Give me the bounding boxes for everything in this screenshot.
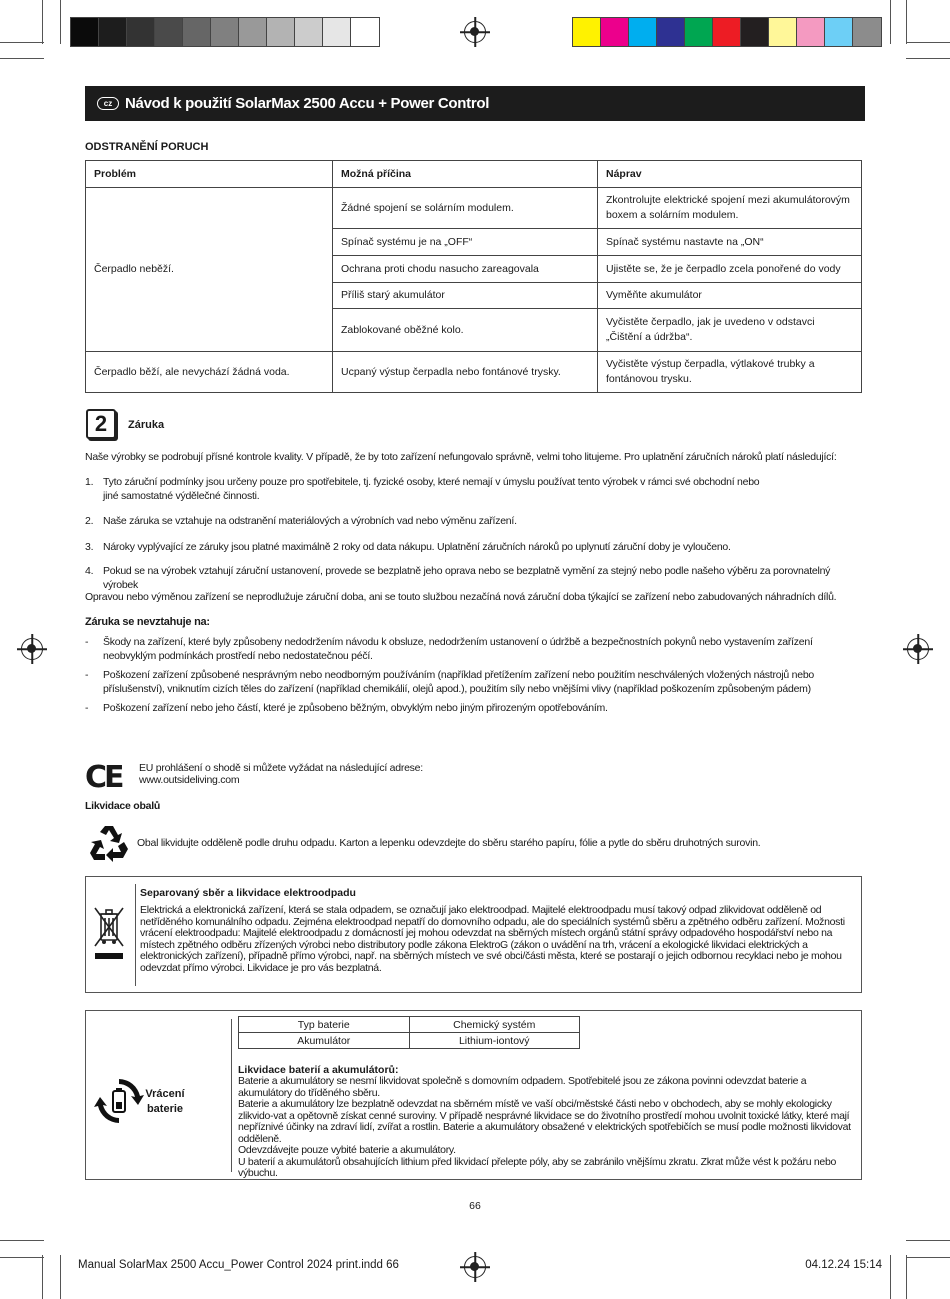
crop-mark: [890, 0, 891, 44]
crossed-out-bin-icon: [92, 905, 126, 961]
crop-mark: [906, 1255, 907, 1299]
manual-title: Návod k použití SolarMax 2500 Accu + Power Control: [125, 95, 490, 112]
color-swatch: [127, 18, 155, 46]
battery-return-label-line: baterie: [146, 1103, 184, 1115]
paragraph: Baterie a akumulátory lze bezplatně odevzdat na sběrném místě ve vaší obci/městské části nebo v obchodech, aby se mohly ekologicky zlikvido-vat a opětovně získat cenné suroviny. V případě nesprávné likvidace se do životního prostředí mohou uvolnit toxické látky, které mají nepříznivé účinky na zdraví lidí, zvířat a rostlin. Baterie a akumulátory obsažené v elektrických spotřebičích se musí podle možnosti likvidovat odděleně.: [238, 1098, 851, 1145]
color-swatch: [825, 18, 853, 46]
weee-text: Elektrická a elektronická zařízení, která se stala odpadem, se označují jako elektroodpad. Majitelé elektroodpadu musí takový odpad zlikvidovat odděleně od netříděného komunálního odpadu. Zejména elektroodpad nepatří do domovního odpadu, ale do speciálních systémů sběru a zpětného odběru zařízení. Možnosti vrácení elektroodpadu: Majitelé elektroodpadu z domácností jej mohou odevzdat na sběrných místech orgánů státní správy odpadového hospodářství nebo na místech zpětného odběru zřízených výrobci nebo distributory podle zákona ElektroG (zákon o uvádění na trh, vrácení a ekologické likvidaci elektrických a elektronických zařízení), případně přímo výrobci, např. na sběrných místech ve své obci/části města, které se postarají o jejich odbornou recyklaci nebo je mohou odevzdat přímo výrobci. Likvidace je pro vás bezplatná.: [140, 904, 845, 974]
column-header: Náprav: [598, 161, 862, 188]
registration-mark-icon: [464, 21, 486, 43]
color-swatch: [713, 18, 741, 46]
crop-mark: [60, 0, 61, 44]
problem-cell: Čerpadlo neběží.: [86, 188, 333, 352]
table-row: [239, 1017, 580, 1033]
section-title: Záruka: [128, 419, 165, 431]
list-text: Naše záruka se vztahuje na odstranění materiálových a výrobních vad nebo výměnu zařízení.: [103, 515, 517, 527]
battery-return-label-line: Vrácení: [145, 1088, 185, 1100]
table-cell: Akumulátor: [239, 1033, 410, 1049]
color-swatch: [267, 18, 295, 46]
crop-mark: [0, 42, 44, 43]
crop-mark: [890, 1255, 891, 1299]
color-swatch: [741, 18, 769, 46]
color-swatch: [71, 18, 99, 46]
crop-mark: [906, 1240, 950, 1241]
list-number: 4.: [85, 565, 94, 577]
registration-mark-icon: [21, 638, 43, 660]
divider: [135, 884, 136, 986]
crop-mark: [906, 42, 950, 43]
color-swatch: [601, 18, 629, 46]
color-swatch: [797, 18, 825, 46]
color-swatch: [183, 18, 211, 46]
list-text: Poškození zařízení nebo jeho částí, které je způsobeno běžným, obvyklým nebo jiným přirozeným opotřebováním.: [103, 702, 608, 714]
recycle-icon: [88, 822, 130, 864]
weee-heading: Separovaný sběr a likvidace elektroodpadu: [140, 887, 356, 899]
list-text: Nároky vyplývající ze záruky jsou platné maximálně 2 roky od data nákupu. Uplatnění záručních nároků po uplynutí záruční doby je vyloučeno.: [103, 541, 731, 553]
table-header-row: [86, 161, 862, 188]
battery-disposal-text: [238, 1076, 856, 1180]
color-swatch: [769, 18, 797, 46]
problem-cell: Čerpadlo běží, ale nevychází žádná voda.: [86, 352, 333, 393]
list-item: - Poškození zařízení způsobené nesprávným nebo neodborným používáním (například přetížením zařízení nebo použitím neschválených vložených nástrojů nebo příslušenství), vniknutím cizích těles do zařízení (například chemikálií, olejů apod.), použitím síly nebo vnějšími vlivy (například poškozením způsobeným pádem): [85, 669, 865, 696]
color-swatch: [685, 18, 713, 46]
list-text: Pokud se na výrobek vztahují záruční ustanovení, provede se bezplatně jeho oprava nebo se bezplatně vymění za stejný nebo podle našeho výběru za porovnatelný výrobek: [103, 565, 831, 591]
color-swatch: [351, 18, 379, 46]
column-header: Problém: [86, 161, 333, 188]
table-cell: Chemický systém: [409, 1017, 580, 1033]
registration-mark-icon: [907, 638, 929, 660]
battery-disposal-heading: Likvidace baterií a akumulátorů:: [238, 1064, 399, 1076]
cause-cell: Ochrana proti chodu nasucho zareagovala: [333, 256, 598, 283]
table-row: [239, 1033, 580, 1049]
table-cell: Typ baterie: [239, 1017, 410, 1033]
battery-type-table: [238, 1016, 580, 1049]
language-badge: cz: [97, 97, 119, 110]
section-number-badge: 2: [86, 409, 116, 439]
table-row: [86, 352, 862, 393]
table-row: [86, 188, 862, 229]
list-item: - Poškození zařízení nebo jeho částí, které je způsobeno běžným, obvyklým nebo jiným přirozeným opotřebováním.: [85, 702, 608, 714]
divider: [231, 1019, 232, 1172]
remedy-cell: Vyčistěte výstup čerpadla, výtlakové trubky a fontánovou trysku.: [598, 352, 862, 393]
list-number: 3.: [85, 541, 94, 553]
color-swatch: [155, 18, 183, 46]
crop-mark: [42, 1255, 43, 1299]
ce-website: www.outsideliving.com: [139, 774, 240, 786]
manual-header-band: [85, 86, 865, 121]
list-text: Poškození zařízení způsobené nesprávným nebo neodborným používáním (například přetížením zařízení nebo použitím neschválených vložených nástrojů nebo příslušenství), vniknutím cizích těles do zařízení (například chemikálií, olejů apod.), použitím síly nebo vnějšími vlivy (například poškozením způsobeným pádem): [103, 669, 815, 695]
ce-mark-icon: CE: [85, 760, 122, 795]
remedy-cell: Vyměňte akumulátor: [598, 283, 862, 309]
crop-mark: [906, 0, 907, 44]
page-number: 66: [469, 1200, 481, 1212]
crop-mark: [906, 1257, 950, 1258]
troubleshooting-heading: ODSTRANĚNÍ PORUCH: [85, 141, 209, 153]
column-header: Možná příčina: [333, 161, 598, 188]
warranty-intro: Naše výrobky se podrobují přísné kontrole kvality. V případě, že by toto zařízení nefungovalo správně, velmi toho litujeme. Pro uplatnění záručních nároků platí následující:: [85, 451, 837, 463]
color-swatch: [657, 18, 685, 46]
color-swatch: [211, 18, 239, 46]
packaging-text: Obal likvidujte odděleně podle druhu odpadu. Karton a lepenku odevzdejte do sběru starého papíru, fólie a pytle do sběru druhotných surovin.: [137, 837, 761, 849]
registration-mark-icon: [464, 1256, 486, 1278]
crop-mark: [42, 0, 43, 44]
color-swatch: [239, 18, 267, 46]
crop-mark: [60, 1255, 61, 1299]
crop-mark: [0, 1240, 44, 1241]
date-slug: 04.12.24 15:14: [805, 1259, 882, 1271]
cause-cell: Příliš starý akumulátor: [333, 283, 598, 309]
battery-return-icon: [94, 1076, 144, 1126]
list-item: - Škody na zařízení, které byly způsobeny nedodržením návodu k obsluze, nedodržením ustanovení o údržbě a bezpečnostních pokynů nebo vystavením zařízení neobvyklým podmínkách prostředí nebo nedostatečnou péčí.: [85, 636, 865, 663]
color-swatch: [323, 18, 351, 46]
cause-cell: Žádné spojení se solárním modulem.: [333, 188, 598, 229]
remedy-cell: Vyčistěte čerpadlo, jak je uvedeno v odstavci „Čištění a údržba“.: [598, 309, 862, 352]
paragraph: U baterií a akumulátorů obsahujících lithium před likvidací přelepte póly, aby se zabránilo vnějšímu zkratu. Zkrat může vést k požáru nebo výbuchu.: [238, 1155, 837, 1179]
list-number: 2.: [85, 515, 94, 527]
list-item: [85, 476, 865, 503]
cause-cell: Spínač systému je na „OFF“: [333, 229, 598, 256]
color-swatch: [853, 18, 881, 46]
crop-mark: [0, 58, 44, 59]
warranty-note: Opravou nebo výměnou zařízení se neprodlužuje záruční doba, ani se touto službou nezačíná nová záruční doba týkající se zařízení nebo zabudovaných náhradních dílů.: [85, 591, 837, 603]
process-color-bar: [572, 17, 882, 47]
troubleshooting-table: [85, 160, 862, 393]
cause-cell: Zablokované oběžné kolo.: [333, 309, 598, 352]
battery-return-label: [144, 1087, 186, 1117]
list-item: [85, 515, 865, 529]
list-number: 1.: [85, 476, 94, 488]
list-text: Škody na zařízení, které byly způsobeny nedodržením návodu k obsluze, nedodržením ustanovení o údržbě a bezpečnostních pokynů nebo vystavením zařízení neobvyklým podmínkách prostředí nebo nedostatečnou péčí.: [103, 636, 813, 662]
packaging-heading: Likvidace obalů: [85, 800, 161, 812]
table-cell: Lithium-iontový: [409, 1033, 580, 1049]
file-slug: Manual SolarMax 2500 Accu_Power Control 2024 print.indd 66: [78, 1259, 399, 1271]
exclusions-heading: Záruka se nevztahuje na:: [85, 616, 210, 628]
list-item: [85, 565, 865, 592]
paragraph: Baterie a akumulátory se nesmí likvidovat společně s domovním odpadem. Spotřebitelé jsou ze zákona povinni odevzdat baterie a akumulátory do tříděného sběru.: [238, 1075, 807, 1099]
remedy-cell: Spínač systému nastavte na „ON“: [598, 229, 862, 256]
color-swatch: [573, 18, 601, 46]
list-item: [85, 541, 865, 555]
ce-declaration: [139, 762, 539, 786]
cause-cell: Ucpaný výstup čerpadla nebo fontánové trysky.: [333, 352, 598, 393]
paragraph: Odevzdávejte pouze vybité baterie a akumulátory.: [238, 1144, 456, 1156]
list-text: Tyto záruční podmínky jsou určeny pouze pro spotřebitele, tj. fyzické osoby, které nemají v úmyslu používat tento výrobek v rámci své obchodní nebo jiné samostatné výdělečné činnosti.: [103, 476, 760, 502]
remedy-cell: Zkontrolujte elektrické spojení mezi akumulátorovým boxem a solárním modulem.: [598, 188, 862, 229]
color-swatch: [295, 18, 323, 46]
crop-mark: [0, 1257, 44, 1258]
color-swatch: [629, 18, 657, 46]
color-swatch: [99, 18, 127, 46]
crop-mark: [906, 58, 950, 59]
grayscale-color-bar: [70, 17, 380, 47]
remedy-cell: Ujistěte se, že je čerpadlo zcela ponořené do vody: [598, 256, 862, 283]
ce-declaration-text: EU prohlášení o shodě si můžete vyžádat na následující adrese:: [139, 762, 423, 774]
